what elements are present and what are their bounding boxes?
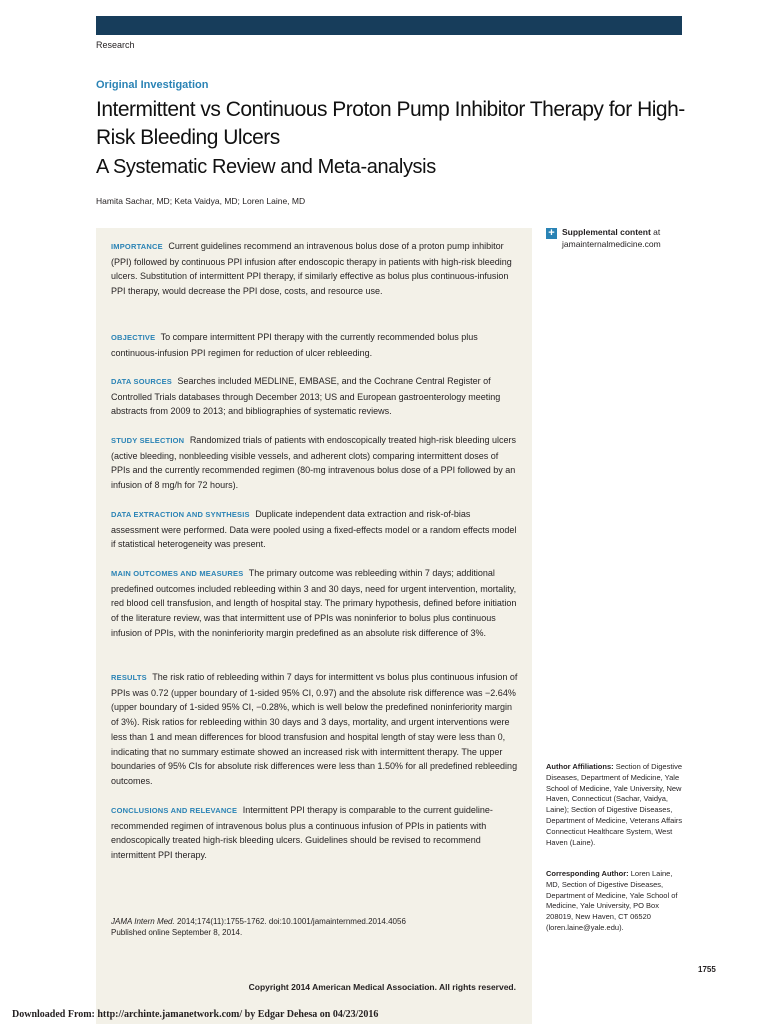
abstract-results xyxy=(111,670,518,789)
abstract-text: Randomized trials of patients with endoscopically treated high-risk bleeding ulcers (active bleeding, nonbleeding visible vessels, and adherent clots) comparing intermittent doses of PPIs and the currently recommended regimen (80-mg intravenous bolus dose of a PPI followed by an infusion of 8 mg/h for 72 hours). xyxy=(111,435,516,491)
supplemental-at: at xyxy=(653,227,661,237)
affiliations-label: Author Affiliations: xyxy=(546,762,614,771)
author-list: Hamita Sachar, MD; Keta Vaidya, MD; Loren Laine, MD xyxy=(96,196,306,206)
corresponding-label: Corresponding Author: xyxy=(546,869,629,878)
abstract-data-extraction xyxy=(111,507,518,552)
copyright-notice: Copyright 2014 American Medical Association. All rights reserved. xyxy=(248,982,516,992)
supplemental-content[interactable] xyxy=(546,227,686,250)
affiliations-text: Section of Digestive Diseases, Department of Medicine, Yale School of Medicine, Yale University, New Haven, Connecticut (Sachar, Vaidya, Laine); Section of Digestive Diseases, Department of Medicine, Veterans Affairs Connecticut Healthcare System, West Haven (Laine). xyxy=(546,762,683,847)
download-notice: Downloaded From: http://archinte.jamanetwork.com/ by Edgar Dehesa on 04/23/2016 xyxy=(12,1009,379,1020)
corresponding-text: Loren Laine, MD, Section of Digestive Diseases, Department of Medicine, Yale School of Medicine, Yale University, PO Box 208019, New Haven, CT 06520 (loren.laine@yale.edu). xyxy=(546,869,678,932)
abstract-text: The risk ratio of rebleeding within 7 days for intermittent vs bolus plus continuous infusion of PPIs was 0.72 (upper boundary of 1-sided 95% CI, 0.97) and the absolute risk difference was −2.64% (upper boundary of 1-sided 95% CI, −0.28%, which is well below the predefined noninferiority margin of 3%). Risk ratios for rebleeding within 30 days and 3 days, mortality, and urgent interventions were less than 1 and mean differences for blood transfusion and hospital length of stay were less than 0, indicating that no summary estimate showed an increased risk with intermittent therapy. The upper boundaries of 95% CIs for absolute risk differences were less than 1.50% for all predefined rebleeding outcomes. xyxy=(111,672,518,786)
published-date: Published online September 8, 2014. xyxy=(111,928,243,937)
citation-details: 2014;174(11):1755-1762. doi:10.1001/jamainternmed.2014.4056 xyxy=(176,917,406,926)
abstract-conclusions xyxy=(111,803,518,863)
citation-journal: JAMA Intern Med. xyxy=(111,917,175,926)
header-bar xyxy=(96,16,682,35)
supplemental-text xyxy=(562,227,686,250)
abstract-importance xyxy=(111,239,518,299)
citation xyxy=(111,916,511,938)
abstract-text: Searches included MEDLINE, EMBASE, and the Cochrane Central Register of Controlled Trials databases through December 2013; US and European gastroenterology meeting abstracts from 2009 to 2013; and bibliographies of systematic reviews. xyxy=(111,376,501,417)
abstract-heading: STUDY SELECTION xyxy=(111,436,185,445)
supplemental-label: Supplemental content xyxy=(562,227,651,237)
abstract-text: To compare intermittent PPI therapy with the currently recommended bolus plus continuous-infusion PPI regimen for reduction of ulcer rebleeding. xyxy=(111,332,478,358)
abstract-objective xyxy=(111,330,518,360)
page-number: 1755 xyxy=(698,965,716,974)
abstract-text: Duplicate independent data extraction and risk-of-bias assessment were performed. Data were pooled using a fixed-effects model or a random effects model if statistical heterogeneity was present. xyxy=(111,509,517,550)
supplemental-link[interactable]: jamainternalmedicine.com xyxy=(562,238,661,249)
abstract-text: The primary outcome was rebleeding within 7 days; additional predefined outcomes included rebleeding within 3 and 30 days, need for urgent intervention, mortality, red blood cell transfusion, and length of hospital stay. The primary hypothesis, defined before initiation of the literature review, was that intermittent use of PPIs was noninferior to bolus plus continuous infusion of PPIs, with the noninferiority margin predefined as an absolute risk difference of 3%. xyxy=(111,568,517,638)
corresponding-author xyxy=(546,869,686,934)
abstract-heading: RESULTS xyxy=(111,673,147,682)
abstract-data-sources xyxy=(111,374,518,419)
abstract-main-outcomes xyxy=(111,566,518,641)
article-type: Original Investigation xyxy=(96,79,209,91)
abstract-heading: DATA EXTRACTION AND SYNTHESIS xyxy=(111,510,250,519)
abstract-heading: IMPORTANCE xyxy=(111,242,163,251)
abstract-heading: MAIN OUTCOMES AND MEASURES xyxy=(111,569,244,578)
plus-icon[interactable]: + xyxy=(546,228,557,239)
section-label: Research xyxy=(96,40,135,50)
abstract-heading: CONCLUSIONS AND RELEVANCE xyxy=(111,806,238,815)
author-affiliations xyxy=(546,762,686,848)
abstract-study-selection xyxy=(111,433,518,493)
abstract-text: Current guidelines recommend an intravenous bolus dose of a proton pump inhibitor (PPI) followed by continuous PPI infusion after endoscopic therapy in patients with high-risk bleeding ulcers. Substitution of intermittent PPI therapy, if similarly effective as bolus plus continuous-infusion PPI therapy, would decrease the PPI dose, costs, and resource use. xyxy=(111,241,512,297)
article-subtitle: A Systematic Review and Meta-analysis xyxy=(96,156,436,178)
abstract-heading: DATA SOURCES xyxy=(111,377,173,386)
abstract-text: Intermittent PPI therapy is comparable to the current guideline-recommended regimen of intravenous bolus plus a continuous infusion of PPIs in patients with endoscopically treated high-risk bleeding ulcers. Guidelines should be revised to recommend intermittent PPI therapy. xyxy=(111,805,493,861)
article-title: Intermittent vs Continuous Proton Pump Inhibitor Therapy for High-Risk Bleeding Ulcers xyxy=(96,98,685,149)
abstract-heading: OBJECTIVE xyxy=(111,333,156,342)
